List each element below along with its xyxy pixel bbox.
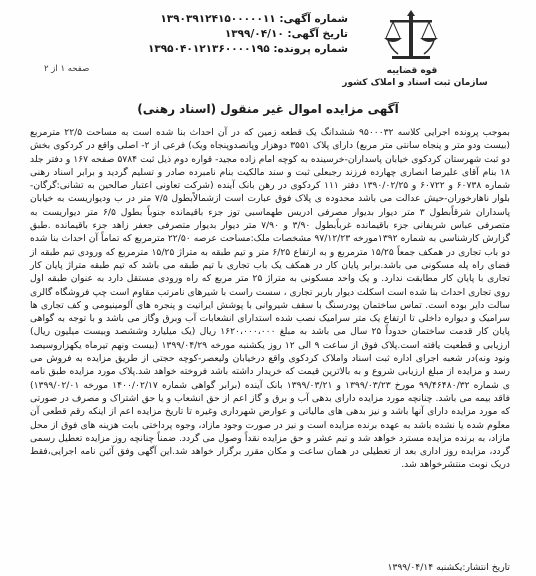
notice-title: آگهی مزایده اموال غیر منقول (اسناد رهنی) xyxy=(137,102,399,116)
notice-metadata xyxy=(118,12,348,57)
notice-paragraph: بموجب پرونده اجرایی کلاسه ۹۵۰۰۰۳۲ ششدانگ یک قطعه زمین که در آن احداث بنا شده است به مساحت ۲۲/۵ مترمربع (بیست ودو متر و پنجاه سانتی متر مربع) دارای پلاک ۳۵۵۱ دوهزار وپانصدوپنجاه ویک) فرعی از ۲- اصلی واقع در کردکوی بخش دو ثبت شهرستان کردکوی خیابان پاسداران-خرسینده به کوچه امام زاده مجید- قواره دوم ذیل ثبت ۵۷۸۴ صفحه ۱۶۷ و دفتر جلد ۱۸ بنام آقای علیرضا انصاری چهارده فرزند رجبعلی ثبت و سند مالکیت بنام نامبرده صادر و تسلیم گردید و برابر اسناد رهنی شماره ۶۰۷۳۸ و ۶۰۷۲۲ و ۱۳۹۰/۰۲/۲۵ دفتر ۱۱۱ کردکوی در رهن بانک آینده (شرکت تعاونی اعتبار صالحین به تشانی:گرگان-بلوار ناهارخوران-حیش عدالت می باشد محدوده ی پلاک فوق عبارت است ازشمالاًبطول ۷/۵ متر در ب ودیواریست به خیابان پاسداران شرقاًبطول ۳ متر دیوار بدیوار مصرفی ادریس طهماسبی توز جزء باقیمانده جنوباً بطول ۶/۵ متر دیواریست به متصرفی عباس شریفانی جزء باقیمانده غرباًبطول ۳/۹۰ و ۷/۹۰ متر دیوار بدیوار متصرفی جعفر زاهد جزء باقیمانده .طبق گزارش کارشناسی به شماره ۱۳۹۲مورخه ۹۷/۱۲/۲۳ مشخصات ملک:مساحت عرصه ۲۲/۵۰ مترمربع که تماماً آن احداث بنا شده دو باب تجاری در همکف جمعاً ۱۵/۲۵ مترمربع و به ارتفاع ۶/۲۵ متر و تیم طبقه به متراژ ۱۵/۲۵ مترمربع که ورودی تیم طبقه از فضای راه پله مسکونی می باشد.برابر پایان کار در همکف یک باب تجاری با تیم طبقه می باشد که تیم طبقه متراژ پایان کار تجاری با پایان کار مطابقت ندارد. و یک واحد مسکونی به متراژ ۲۵ متر مربع که راه ورودی مستقل دارد به عنوان طبقه اول روی تجاری احداث بنا شده است اسکلت دیوار باربر تجاری ، سست راست با شیرهای نامرتب مقاوم است چپ فروشگاه گالری سالت دایر بوده است. تماس ساختمان پودرسنگ با سقف شیروانی با پوشش ایرانیت و پنجره های آلومینیومی و کف تجاری ها سرامیک و دیواره داخلی تا ارتفاع یک متر سرامیک نصب شده استدارای انشعابات آب وبرق وگاز می باشد و با توجه به گواهی پایان کار قدمت ساختمان حدوداً ۲۵ سال می باشد به مبلغ ۱۶۲۰،۰۰۰،۰۰۰ ریال (یک میلیارد وششصد وبیست میلیون ریال) ارزیابی و قطعیت یافته است.پلاک فوق از ساعت ۹ الی ۱۲ روز یکشنبه مورخه ۱۳۹۹/۰۴/۲۹ (بیست ونهم تیرماه یکهزاروسیصد ونود ونه)در شعبه اجرای اداره ثبت اسناد واملاک کردکوی واقع درخیابان ولیعصر-کوچه حجتی از طریق مزایده به فروش می رسد و مزایده از مبلغ ارزیابی شروع و به بالاترین قیمت که خریدار داشته باشد فروخته خواهد شد.پلاک مورد مزایده طبق نامه ی شماره ۹۹/۴۶۴۸۰/۳۲ مورخ ۱۳۹۹/۰۳/۲۳ و ۱۳۹۹/۰۳/۲۱ بانک آینده (برابر گواهی شماره ۱۴۰۰/۰۲/۱۷ مورخه ۱۳۹۹/۰۲/۰۱) فاقد بیمه می باشد. چنانچه مورد مزایده دارای بدهی آب و برق و گاز اعم از حق انشعاب و یا حق اشتراک و مصرف در صورتی که مورد مزایده دارای آنها باشد و نیز بدهی های مالیاتی و عوارض شهرداری وغیره تا تاریخ مزایده اعم از اینکه رقم قطعی آن معلوم شده یا نشده باشد به عهده برنده مزایده است و نیز در صورت وجود مازاد، وجوه پرداختی بابت هزینه های فوق از محل مازاد، به برنده مزایده مسترد خواهد شد و تیم عشر و حق مزایده نقداً وصول می گردد. ضمناً چنانچه روز مزایده تعطیل رسمی گردد، مزایده روز اداری بعد از تعطیلی در همان ساعت و مکان مقرر برگزار خواهد شد.این آگهی وفق آئین نامه اجرایی،فقط دریک نوبت منتشرخواهد شد. xyxy=(30,127,511,471)
page-indicator: صفحه ۱ از ۲ xyxy=(44,64,90,74)
document-header xyxy=(0,4,536,96)
notice-number: شماره آگهی: ۱۳۹۰۳۹۱۲۴۱۵۰۰۰۰۰۱۱ xyxy=(160,13,348,25)
org-name-judiciary: قوه قضاییه xyxy=(386,66,438,76)
publication-date: تاریخ انتشار:یکشنبه ۱۳۹۹/۰۴/۱۴ xyxy=(387,562,510,573)
file-number: شماره پرونده: ۱۳۹۵۰۴۰۱۲۱۳۶۰۰۰۰۱۹۵ xyxy=(147,43,348,55)
notice-date: تاریخ آگهی: ۱۳۹۹/۰۴/۱۰ xyxy=(224,28,348,40)
notice-body xyxy=(30,126,510,472)
org-name-registration: سازمان ثبت اسناد و املاک کشور xyxy=(342,78,488,88)
judiciary-emblem-icon xyxy=(376,8,446,66)
